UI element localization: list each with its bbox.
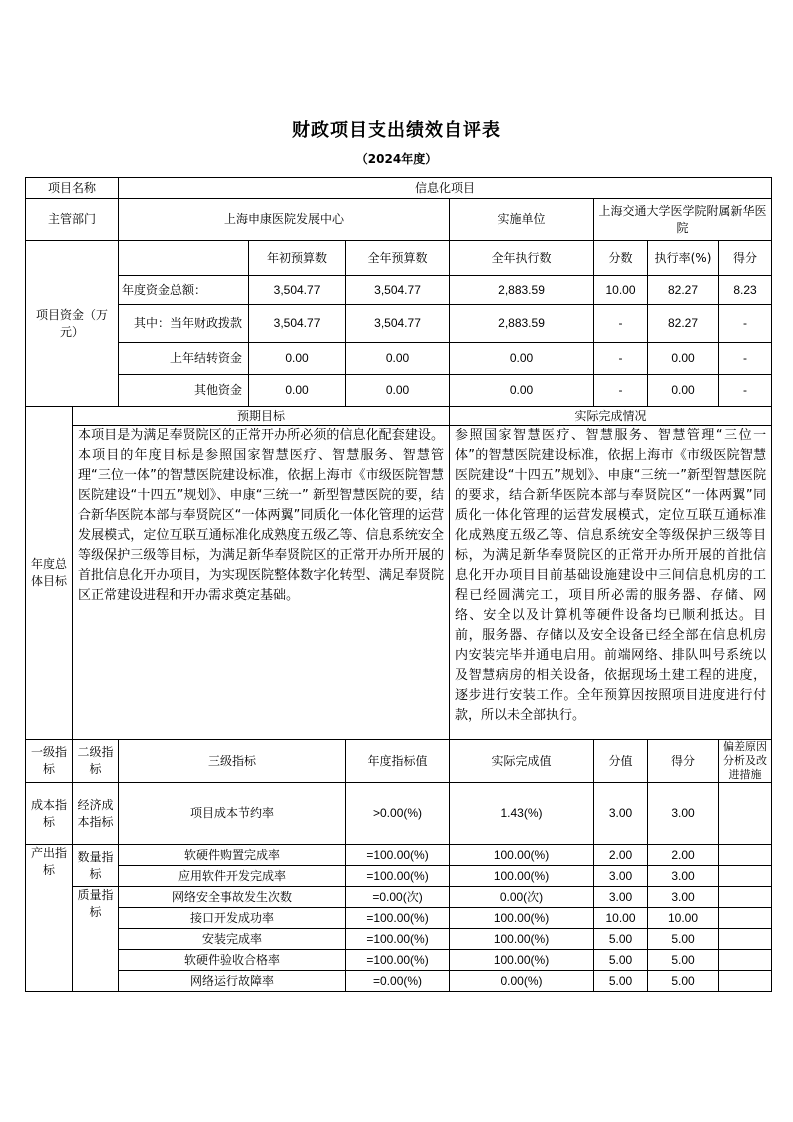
- funds-row: [26, 343, 772, 375]
- indicator-level1: 产出指标: [26, 845, 73, 992]
- indicator-target: =0.00(次): [346, 887, 450, 908]
- indicator-row: [26, 783, 772, 845]
- funds-cell: 3,504.77: [249, 305, 346, 343]
- funds-header: 执行率(%): [648, 241, 719, 276]
- funds-label: 项目资金（万元）: [26, 241, 119, 407]
- funds-cell: 8.23: [719, 276, 772, 305]
- indicator-row: [26, 929, 772, 950]
- indicator-note: [719, 908, 772, 929]
- expected-goal-text: 本项目是为满足奉贤院区的正常开办所必须的信息化配套建设。本项目的年度目标是参照国家智慧医疗、智慧服务、智慧管理“三位一体”的智慧医院建设标准，依据上海市《市级医院智慧医院建设“十四五”规划》、申康“三统一” 新型智慧医院的要，结合新华医院本部与奉贤院区“一体两翼”同质化一体化管理的运营发展模式，定位互联互通标准化成熟度五级乙等、信息系统安全等级保护三级等目标，为满足新华奉贤院区的正常开办所开展的首批信息化开办项目，为实现医院整体数字化转型、满足奉贤院区正常建设进程和开办需求奠定基础。: [73, 426, 450, 740]
- indicator-actual: 1.43(%): [450, 783, 594, 845]
- indicator-header: 三级指标: [119, 740, 346, 783]
- indicator-got: 5.00: [648, 929, 719, 950]
- indicators-header-row: [26, 740, 772, 783]
- indicator-actual: 0.00(次): [450, 887, 594, 908]
- indicator-header: 实际完成值: [450, 740, 594, 783]
- indicator-got: 10.00: [648, 908, 719, 929]
- indicator-actual: 0.00(%): [450, 971, 594, 992]
- funds-cell: 0.00: [450, 343, 594, 375]
- indicator-name: 应用软件开发完成率: [119, 866, 346, 887]
- indicator-score: 5.00: [594, 950, 648, 971]
- indicator-row: [26, 908, 772, 929]
- funds-header: 分数: [594, 241, 648, 276]
- indicator-name: 安装完成率: [119, 929, 346, 950]
- indicator-target: =100.00(%): [346, 950, 450, 971]
- indicator-row: [26, 866, 772, 887]
- funds-row: [26, 375, 772, 407]
- indicator-header: 一级指标: [26, 740, 73, 783]
- project-name-row: [26, 178, 772, 199]
- indicator-got: 2.00: [648, 845, 719, 866]
- department-row: [26, 199, 772, 241]
- indicator-level1: 成本指标: [26, 783, 73, 845]
- indicator-note: [719, 783, 772, 845]
- funds-cell: -: [594, 343, 648, 375]
- funds-cell: 0.00: [346, 343, 450, 375]
- indicator-header: 二级指标: [73, 740, 119, 783]
- funds-cell: -: [594, 305, 648, 343]
- indicator-header: 年度指标值: [346, 740, 450, 783]
- funds-header-empty: [119, 241, 249, 276]
- indicator-score: 5.00: [594, 971, 648, 992]
- evaluation-table: [25, 177, 772, 992]
- actual-result-text: 参照国家智慧医疗、智慧服务、智慧管理“三位一体”的智慧医院建设标准，依据上海市《市级医院智慧医院建设“十四五”规划》、申康“三统一”新型智慧医院的要求，结合新华医院本部与奉贤院区“一体两翼”同质化一体化管理的运营发展模式，定位互联互通标准化成熟度五级乙等、信息系统安全等级保护三级等目标，为满足新华奉贤院区的正常开办所开展的首批信息化开办项目目前基础设施建设中三间信息机房的工程已经圆满完工，项目所必需的服务器、存储、网络、安全以及计算机等硬件设备均已顺利抵达。目前，服务器、存储以及安全设备已经全部在信息机房内安装完毕并通电启用。前端网络、排队叫号系统以及智慧病房的相关设备，依据现场土建工程的进度，逐步进行安装工作。全年预算因按照项目进度进行付款，所以未全部执行。: [450, 426, 772, 740]
- indicator-got: 3.00: [648, 887, 719, 908]
- indicator-name: 接口开发成功率: [119, 908, 346, 929]
- expected-goal-header: 预期目标: [73, 407, 450, 426]
- goals-label: 年度总体目标: [26, 407, 73, 740]
- funds-cell: -: [719, 375, 772, 407]
- funds-cell: 0.00: [648, 343, 719, 375]
- indicator-score: 5.00: [594, 929, 648, 950]
- indicator-target: >0.00(%): [346, 783, 450, 845]
- funds-row: [26, 276, 772, 305]
- funds-header-row: [26, 241, 772, 276]
- funds-cell: -: [719, 305, 772, 343]
- funds-cell: 0.00: [648, 375, 719, 407]
- funds-cell: -: [719, 343, 772, 375]
- funds-cell: 0.00: [249, 343, 346, 375]
- indicator-note: [719, 971, 772, 992]
- funds-cell: 3,504.77: [249, 276, 346, 305]
- indicator-score: 3.00: [594, 887, 648, 908]
- indicator-score: 10.00: [594, 908, 648, 929]
- page-subtitle-year: （2024年度）: [355, 152, 438, 166]
- funds-header: 全年预算数: [346, 241, 450, 276]
- funds-row-name: 上年结转资金: [119, 343, 249, 375]
- indicator-note: [719, 929, 772, 950]
- indicator-got: 5.00: [648, 971, 719, 992]
- indicator-note: [719, 950, 772, 971]
- funds-cell: 10.00: [594, 276, 648, 305]
- funds-row: [26, 305, 772, 343]
- goals-content-row: [26, 426, 772, 740]
- funds-cell: 0.00: [346, 375, 450, 407]
- indicator-score: 2.00: [594, 845, 648, 866]
- dept-value: 上海申康医院发展中心: [119, 199, 450, 241]
- indicator-got: 3.00: [648, 866, 719, 887]
- funds-cell: 0.00: [450, 375, 594, 407]
- indicator-name: 软硬件验收合格率: [119, 950, 346, 971]
- actual-result-header: 实际完成情况: [450, 407, 772, 426]
- funds-cell: 82.27: [648, 276, 719, 305]
- indicator-actual: 100.00(%): [450, 950, 594, 971]
- indicator-note: [719, 887, 772, 908]
- indicator-target: =100.00(%): [346, 866, 450, 887]
- dept-label: 主管部门: [26, 199, 119, 241]
- indicator-target: =100.00(%): [346, 845, 450, 866]
- indicator-target: =100.00(%): [346, 908, 450, 929]
- indicator-level2: 经济成本指标: [73, 783, 119, 845]
- indicator-got: 5.00: [648, 950, 719, 971]
- impl-label: 实施单位: [450, 199, 594, 241]
- funds-cell: 3,504.77: [346, 305, 450, 343]
- indicator-header: 偏差原因分析及改进措施: [719, 740, 772, 783]
- indicator-name: 软硬件购置完成率: [119, 845, 346, 866]
- impl-value: 上海交通大学医学院附属新华医院: [594, 199, 772, 241]
- indicator-target: =100.00(%): [346, 929, 450, 950]
- funds-header: 全年执行数: [450, 241, 594, 276]
- funds-cell: -: [594, 375, 648, 407]
- indicator-target: =0.00(%): [346, 971, 450, 992]
- project-name-value: 信息化项目: [119, 178, 772, 199]
- funds-cell: 0.00: [249, 375, 346, 407]
- indicator-actual: 100.00(%): [450, 845, 594, 866]
- indicator-level2: 质量指标: [73, 887, 119, 992]
- indicator-name: 网络安全事故发生次数: [119, 887, 346, 908]
- goals-header-row: [26, 407, 772, 426]
- indicator-note: [719, 866, 772, 887]
- funds-row-name: 年度资金总额：: [119, 276, 249, 305]
- indicator-header: 得分: [648, 740, 719, 783]
- funds-row-name: 其他资金: [119, 375, 249, 407]
- funds-row-name: 其中：当年财政拨款: [119, 305, 249, 343]
- page-title: 财政项目支出绩效自评表: [292, 120, 501, 141]
- indicator-name: 网络运行故障率: [119, 971, 346, 992]
- indicator-actual: 100.00(%): [450, 908, 594, 929]
- indicator-row: [26, 845, 772, 866]
- indicator-score: 3.00: [594, 866, 648, 887]
- indicator-actual: 100.00(%): [450, 866, 594, 887]
- funds-cell: 2,883.59: [450, 305, 594, 343]
- indicator-row: [26, 887, 772, 908]
- funds-cell: 3,504.77: [346, 276, 450, 305]
- project-name-label: 项目名称: [26, 178, 119, 199]
- indicator-header: 分值: [594, 740, 648, 783]
- funds-cell: 2,883.59: [450, 276, 594, 305]
- indicator-row: [26, 950, 772, 971]
- indicator-name: 项目成本节约率: [119, 783, 346, 845]
- indicator-note: [719, 845, 772, 866]
- indicator-got: 3.00: [648, 783, 719, 845]
- indicator-level2: 数量指标: [73, 845, 119, 887]
- funds-header: 年初预算数: [249, 241, 346, 276]
- indicator-actual: 100.00(%): [450, 929, 594, 950]
- funds-cell: 82.27: [648, 305, 719, 343]
- funds-header: 得分: [719, 241, 772, 276]
- indicator-score: 3.00: [594, 783, 648, 845]
- indicator-row: [26, 971, 772, 992]
